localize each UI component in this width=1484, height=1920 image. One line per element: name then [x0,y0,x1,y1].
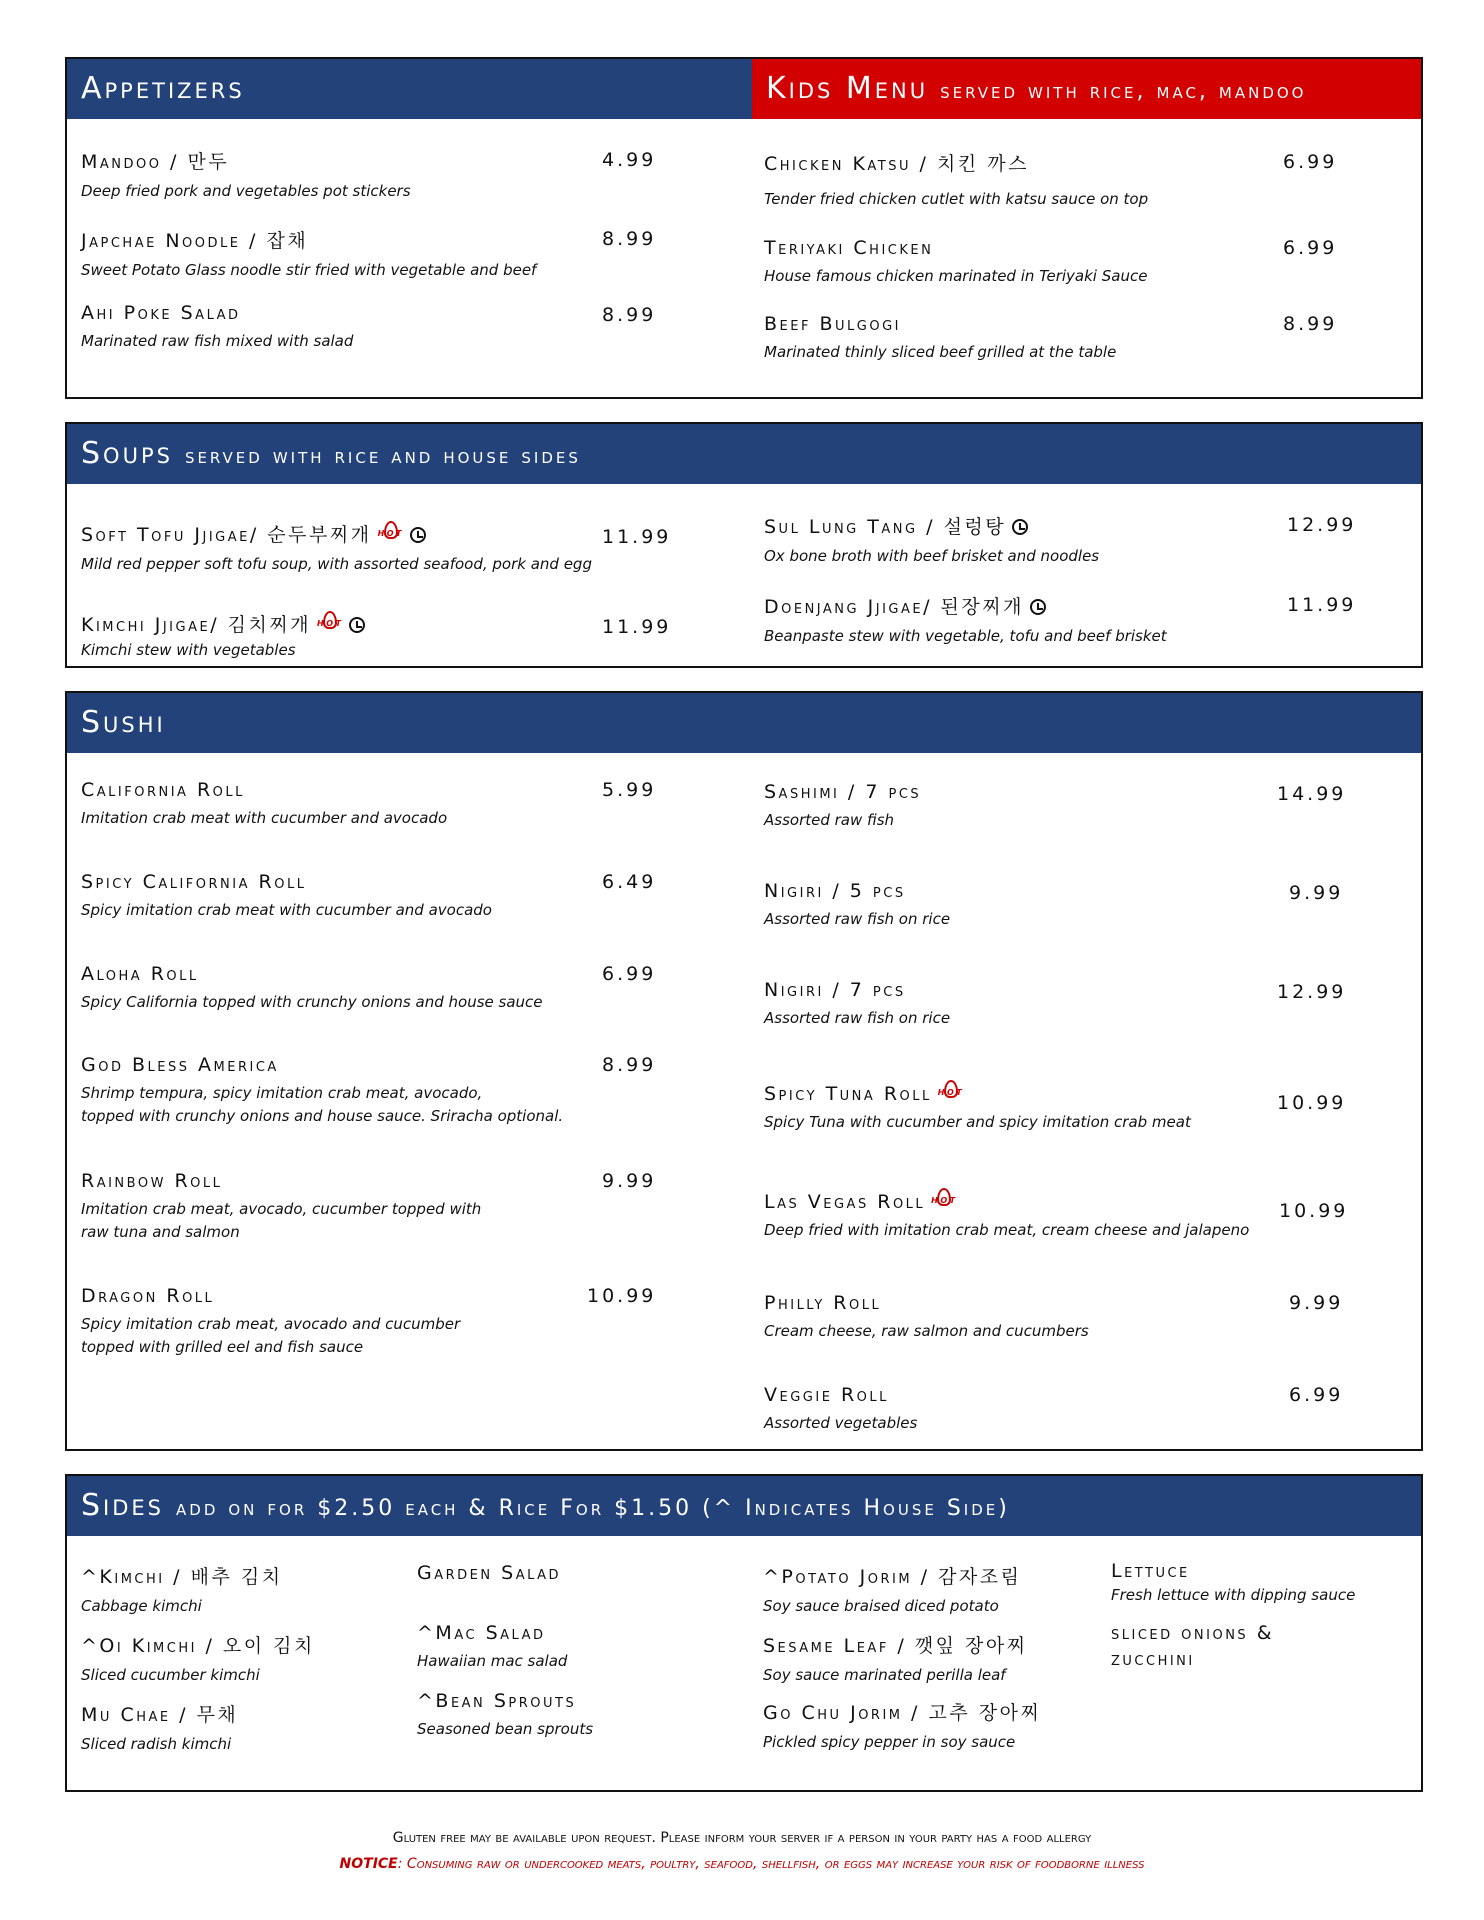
item-name: Veggie Roll [764,1384,889,1406]
item-price: 11.99 [602,616,672,638]
side-item [81,1562,283,1618]
menu-item [81,871,492,922]
item-description: Assorted vegetables [764,1414,918,1432]
item-description: Assorted raw fish on rice [764,910,951,928]
hot-pepper-icon: HOT [938,1080,964,1102]
soups-subtitle: served with rice and house sides [184,444,581,469]
menu-item [81,1285,460,1358]
menu-item [764,313,1116,364]
item-price: 8.99 [602,1054,657,1076]
sides-subtitle: add on for $2.50 each & Rice For $1.50 (^ Indicates House Side) [176,1496,1010,1521]
menu-item [81,610,365,662]
appetizers-title: Appetizers [81,71,245,106]
item-description: Ox bone broth with beef brisket and noodles [764,547,1100,565]
item-description: Spicy Tuna with cucumber and spicy imitation crab meat [764,1113,1191,1131]
item-name-row [764,512,1099,539]
side-item [763,1631,1028,1687]
item-price: 6.99 [1289,1384,1344,1406]
item-price: 8.99 [1283,313,1338,335]
item-description: Spicy California topped with crunchy onions and house sauce [81,993,543,1011]
item-description: Tender fried chicken cutlet with katsu sauce on top [764,190,1149,208]
item-name: Kimchi Jjigae/ 김치찌개 [81,614,312,636]
notice-text: : Consuming raw or undercooked meats, poultry, seafood, shellfish, or eggs may increase your risk of foodborne illness [397,1856,1145,1872]
item-price: 11.99 [1287,594,1357,616]
item-name: Nigiri / 7 pcs [764,979,906,1001]
side-description: Hawaiian mac salad [417,1652,568,1670]
side-name: Lettuce [1111,1560,1190,1582]
item-name: Sul Lung Tang / 설렁탕 [764,516,1007,538]
item-description: Spicy imitation crab meat, avocado and cucumber [81,1315,461,1333]
notice-line [0,1856,1484,1872]
side-item [1111,1560,1355,1607]
item-name: Las Vegas Roll [764,1191,926,1213]
item-description-line2: topped with grilled eel and fish sauce [81,1337,364,1356]
item-description: House famous chicken marinated in Teriyaki Sauce [764,267,1148,285]
item-name: Doenjang Jjigae/ 된장찌개 [764,596,1024,618]
item-description: Deep fried with imitation crab meat, cream cheese and jalapeno [764,1221,1250,1239]
menu-item [764,979,950,1030]
menu-item [81,226,536,282]
item-price: 11.99 [602,526,672,548]
side-item [81,1631,315,1687]
item-description: Marinated thinly sliced beef grilled at the table [764,343,1117,361]
item-description: Assorted raw fish [764,811,895,829]
menu-item [81,302,353,353]
item-description: Mild red pepper soft tofu soup, with assorted seafood, pork and egg [81,555,592,573]
item-description: Cream cheese, raw salmon and cucumbers [764,1322,1089,1340]
sides-title-row [81,1488,1010,1523]
item-price: 14.99 [1277,783,1347,805]
menu-item [764,512,1099,568]
item-price: 6.99 [1283,151,1338,173]
menu-item [764,149,1148,211]
item-price: 12.99 [1277,981,1347,1003]
item-name-row [764,1188,1249,1213]
sides-section [65,1474,1423,1792]
item-name: Aloha Roll [81,963,199,985]
item-price: 6.99 [602,963,657,985]
item-name: Beef Bulgogi [764,313,901,335]
kids-menu-title-row [766,71,1307,106]
item-name-row [81,520,592,547]
side-name: ^Oi Kimchi / 오이 김치 [81,1635,315,1657]
item-price: 9.99 [1289,882,1344,904]
hot-pepper-icon: HOT [317,611,343,633]
side-description: Seasoned bean sprouts [417,1720,594,1738]
soups-title-row [81,436,581,471]
item-description: Marinated raw fish mixed with salad [81,332,354,350]
menu-item [81,963,543,1014]
side-description: Pickled spicy pepper in soy sauce [763,1733,1016,1751]
soups-title: Soups [81,436,173,471]
side-name: sliced onions & [1111,1622,1275,1644]
side-name: ^Bean Sprouts [417,1690,577,1712]
item-description: Shrimp tempura, spicy imitation crab meat, avocado, [81,1084,483,1102]
item-description-line2: topped with crunchy onions and house sauce. Sriracha optional. [81,1106,564,1125]
item-description: Spicy imitation crab meat with cucumber and avocado [81,901,492,919]
sushi-title: Sushi [81,705,166,740]
side-name-line2: zucchini [1111,1648,1195,1670]
item-name: Chicken Katsu / 치킨 까스 [764,153,1029,175]
menu-item [81,1170,481,1243]
side-item [763,1698,1041,1754]
item-name: Philly Roll [764,1292,882,1314]
side-name: Go Chu Jorim / 고추 장아찌 [763,1702,1042,1724]
side-item [417,1622,567,1673]
side-name: ^Potato Jorim / 감자조림 [763,1566,1022,1588]
item-description-line2: raw tuna and salmon [81,1222,240,1241]
item-name: Dragon Roll [81,1285,215,1307]
item-price: 8.99 [602,304,657,326]
soups-section [65,422,1423,668]
side-name: Sesame Leaf / 깻잎 장아찌 [763,1635,1028,1657]
item-price: 10.99 [1279,1200,1349,1222]
menu-item [81,147,411,203]
menu-item [764,592,1167,648]
item-name: Rainbow Roll [81,1170,223,1192]
item-price: 10.99 [1277,1092,1347,1114]
side-description: Soy sauce marinated perilla leaf [763,1666,1006,1684]
sushi-section [65,691,1423,1451]
item-price: 6.99 [1283,237,1338,259]
clock-icon [1030,599,1046,615]
item-price: 5.99 [602,779,657,801]
item-description: Deep fried pork and vegetables pot stickers [81,182,411,200]
clock-icon [410,527,426,543]
item-price: 9.99 [1289,1292,1344,1314]
item-price: 4.99 [602,149,657,171]
menu-item [764,1080,1191,1134]
item-name: Soft Tofu Jjigae/ 순두부찌개 [81,524,372,546]
allergy-note: Gluten free may be available upon request. Please inform your server if a person in your party has a food allergy [392,1830,1092,1846]
menu-item [81,779,447,830]
item-name-row [764,592,1167,619]
item-name: Sashimi / 7 pcs [764,781,922,803]
side-description: Fresh lettuce with dipping sauce [1111,1586,1356,1604]
side-item [417,1562,561,1584]
item-price: 12.99 [1287,514,1357,536]
item-name: Nigiri / 5 pcs [764,880,906,902]
item-price: 9.99 [602,1170,657,1192]
sushi-header [67,693,1421,753]
item-price: 10.99 [587,1285,657,1307]
menu-item [81,1054,563,1127]
item-name-row [81,610,365,637]
notice-label: NOTICE [339,1856,398,1872]
side-item [763,1562,1021,1618]
item-name: Spicy Tuna Roll [764,1083,932,1105]
item-name: Spicy California Roll [81,871,307,893]
item-name: Ahi Poke Salad [81,302,241,324]
hot-pepper-icon: HOT [931,1188,957,1210]
menu-item [81,520,592,576]
item-description: Kimchi stew with vegetables [81,641,296,659]
item-price: 8.99 [602,228,657,250]
clock-icon [349,617,365,633]
item-price: 6.49 [602,871,657,893]
item-name: Mandoo / 만두 [81,151,230,173]
side-item [81,1700,238,1756]
item-description: Imitation crab meat with cucumber and avocado [81,809,448,827]
menu-item [764,781,921,832]
side-item [417,1690,593,1741]
side-name: Garden Salad [417,1562,562,1584]
item-description: Beanpaste stew with vegetable, tofu and beef brisket [764,627,1167,645]
item-name: California Roll [81,779,245,801]
item-name: Japchae Noodle / 잡채 [81,230,309,252]
side-description: Sliced cucumber kimchi [81,1666,260,1684]
side-description: Cabbage kimchi [81,1597,202,1615]
item-description: Imitation crab meat, avocado, cucumber topped with [81,1200,482,1218]
side-name: ^Kimchi / 배추 김치 [81,1566,283,1588]
kids-menu-title: Kids Menu [766,71,929,106]
side-description: Sliced radish kimchi [81,1735,232,1753]
kids-menu-subtitle: served with rice, mac, mandoo [940,79,1307,104]
appetizers-header [67,59,752,119]
menu-item [764,237,1147,288]
sides-header [67,1476,1421,1536]
item-name: God Bless America [81,1054,279,1076]
soups-header [67,424,1421,484]
clock-icon [1012,519,1028,535]
hot-pepper-icon: HOT [378,521,404,543]
item-description: Assorted raw fish on rice [764,1009,951,1027]
side-item [1111,1622,1274,1670]
menu-item [764,1292,1089,1343]
item-description: Sweet Potato Glass noodle stir fried with vegetable and beef [81,261,537,279]
side-name: ^Mac Salad [417,1622,546,1644]
item-name-row [764,1080,1191,1105]
menu-item [764,1188,1249,1242]
kids-menu-header [752,59,1421,119]
sides-title: Sides [81,1488,165,1523]
side-name: Mu Chae / 무채 [81,1704,239,1726]
menu-item [764,880,950,931]
menu-item [764,1384,917,1435]
side-description: Soy sauce braised diced potato [763,1597,999,1615]
item-name: Teriyaki Chicken [764,237,934,259]
appetizers-kids-section [65,57,1423,399]
